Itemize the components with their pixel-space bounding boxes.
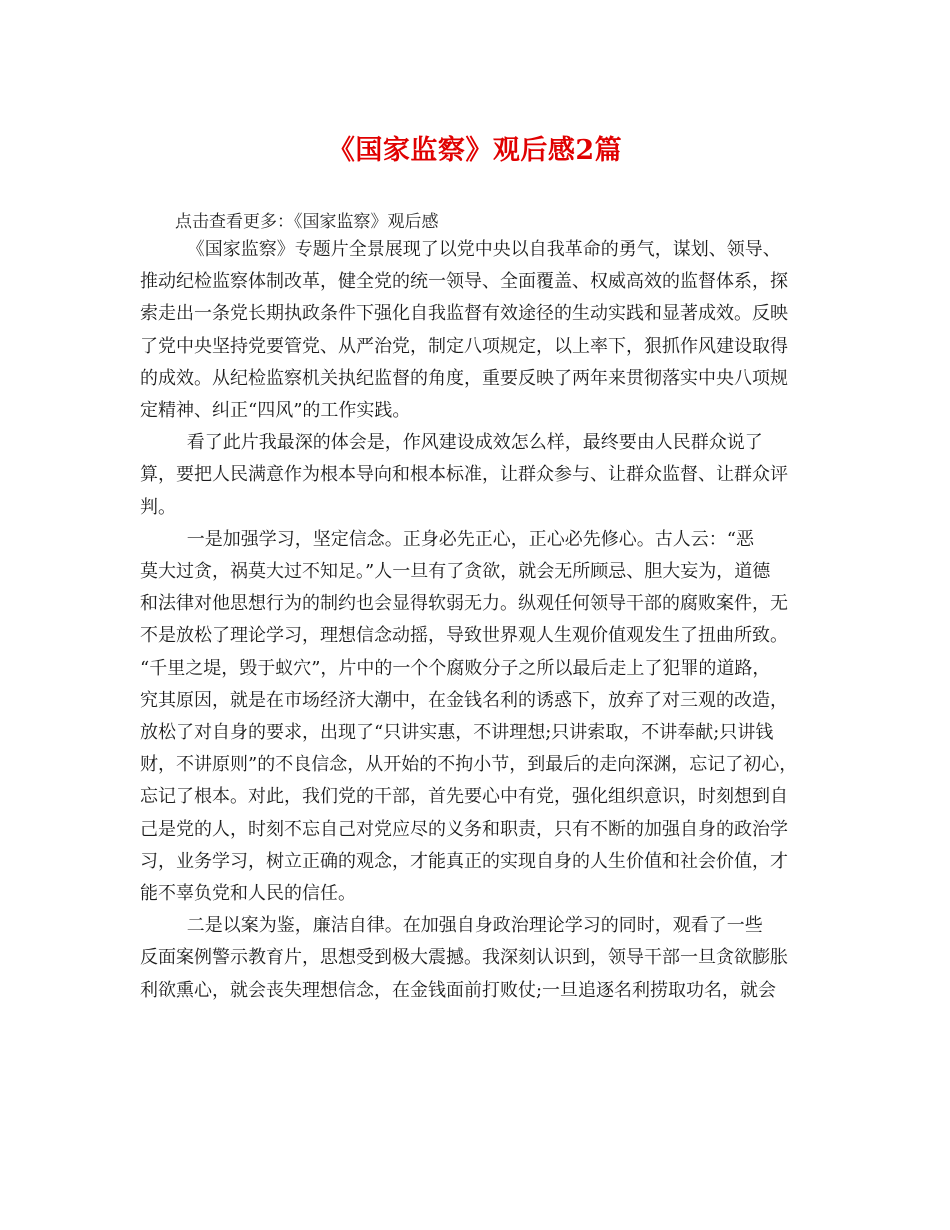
paragraph xyxy=(140,234,815,427)
paragraph-line: 财，不讲原则”的不良信念，从开始的不拘小节，到最后的走向深渊，忘记了初心， xyxy=(140,754,798,776)
paragraph-line: 己是党的人，时刻不忘自己对党应尽的义务和职责，只有不断的加强自身的政治学 xyxy=(140,818,788,840)
paragraph-line: 二是以案为鉴，廉洁自律。在加强自身政治理论学习的同时，观看了一些 xyxy=(186,915,763,937)
paragraph-line: 放松了对自身的要求，出现了“只讲实惠，不讲理想;只讲索取，不讲奉献;只讲钱 xyxy=(140,722,774,744)
document-body xyxy=(140,234,815,1007)
paragraph-line: 利欲熏心，就会丧失理想信念，在金钱面前打败仗;一旦追逐名利捞取功名，就会 xyxy=(140,979,777,1001)
paragraph-line: 忘记了根本。对此，我们党的干部，首先要心中有党，强化组织意识，时刻想到自 xyxy=(140,786,788,808)
paragraph-line: 莫大过贪，祸莫大过不知足。”人一旦有了贪欲，就会无所顾忌、胆大妄为，道德 xyxy=(140,561,771,583)
paragraph-line: 不是放松了理论学习，理想信念动摇，导致世界观人生观价值观发生了扭曲所致。 xyxy=(140,625,788,647)
paragraph-line: 了党中央坚持党要管党、从严治党，制定八项规定，以上率下，狠抓作风建设取得 xyxy=(140,335,788,357)
paragraph xyxy=(140,524,815,910)
paragraph xyxy=(140,910,815,1007)
paragraph-line: 习，业务学习，树立正确的观念，才能真正的实现自身的人生价值和社会价值，才 xyxy=(140,850,788,872)
paragraph-line: 推动纪检监察体制改革，健全党的统一领导、全面覆盖、权威高效的监督体系，探 xyxy=(140,271,788,293)
paragraph-line: 究其原因，就是在市场经济大潮中，在金钱名利的诱惑下，放弃了对三观的改造， xyxy=(140,689,788,711)
paragraph-line: 的成效。从纪检监察机关执纪监督的角度，重要反映了两年来贯彻落实中央八项规 xyxy=(140,367,788,389)
paragraph-line: 算，要把人民满意作为根本导向和根本标准，让群众参与、让群众监督、让群众评 xyxy=(140,464,788,486)
document-title: 《国家监察》观后感2篇 xyxy=(327,135,623,166)
paragraph xyxy=(140,427,815,524)
related-link-line[interactable]: 点击查看更多：《国家监察》观后感 xyxy=(175,212,439,232)
paragraph-line: 索走出一条党长期执政条件下强化自我监督有效途径的生动实践和显著成效。反映 xyxy=(140,303,788,325)
paragraph-line: 和法律对他思想行为的制约也会显得软弱无力。纵观任何领导干部的腐败案件，无 xyxy=(140,593,788,615)
paragraph-line: 《国家监察》专题片全景展现了以党中央以自我革命的勇气，谋划、领导、 xyxy=(186,239,781,260)
paragraph-line: 判。 xyxy=(140,496,176,518)
paragraph-line: “千里之堤，毁于蚁穴”，片中的一个个腐败分子之所以最后走上了犯罪的道路， xyxy=(140,657,771,679)
paragraph-line: 定精神、纠正“四风”的工作实践。 xyxy=(140,400,411,422)
paragraph-line: 反面案例警示教育片，思想受到极大震撼。我深刻认识到，领导干部一旦贪欲膨胀 xyxy=(140,947,788,969)
paragraph-line: 看了此片我最深的体会是，作风建设成效怎么样，最终要由人民群众说了 xyxy=(186,432,763,454)
paragraph-line: 能不辜负党和人民的信任。 xyxy=(140,883,356,905)
paragraph-line: 一是加强学习，坚定信念。正身必先正心，正心必先修心。古人云：“恶 xyxy=(186,528,754,550)
